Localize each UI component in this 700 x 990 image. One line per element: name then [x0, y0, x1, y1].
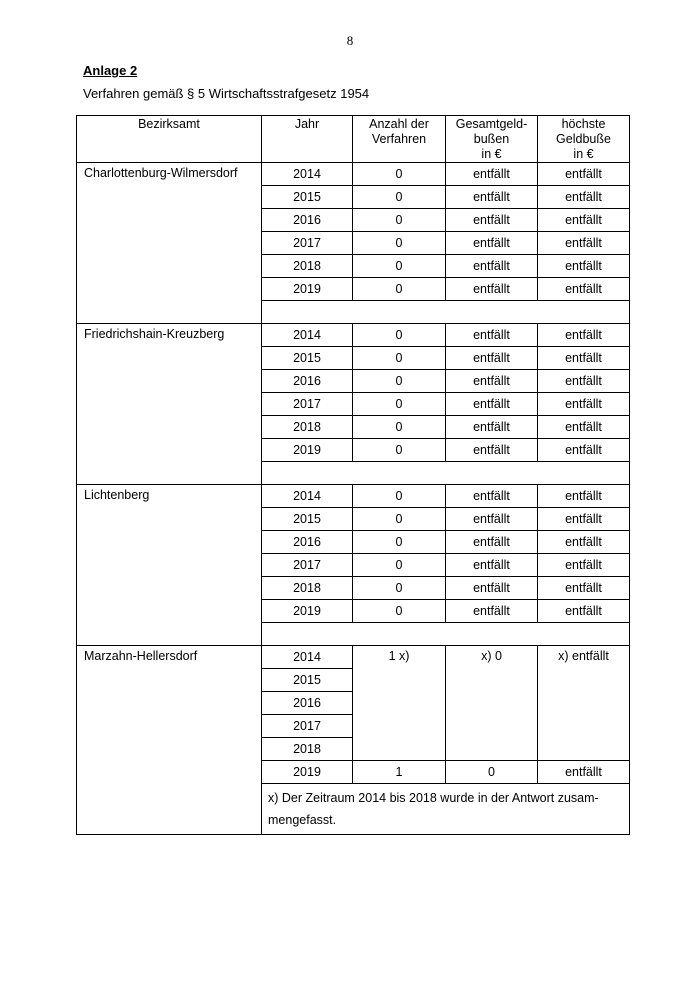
header-district: Bezirksamt [77, 116, 262, 163]
count-cell: 0 [353, 577, 446, 600]
total-fines-cell: entfällt [446, 255, 538, 278]
spacer-cell [262, 462, 630, 485]
header-year: Jahr [262, 116, 353, 163]
merged-total-fines-cell: x) 0 [446, 646, 538, 761]
max-fine-cell: entfällt [538, 347, 630, 370]
count-cell: 0 [353, 232, 446, 255]
count-cell: 0 [353, 163, 446, 186]
district-cell: Marzahn-Hellersdorf [77, 646, 262, 835]
table-row [77, 163, 630, 186]
year-cell: 2018 [262, 738, 353, 761]
count-cell: 0 [353, 508, 446, 531]
year-cell: 2016 [262, 370, 353, 393]
max-fine-cell: entfällt [538, 209, 630, 232]
year-cell: 2017 [262, 554, 353, 577]
max-fine-cell: entfällt [538, 255, 630, 278]
year-cell: 2014 [262, 163, 353, 186]
year-cell: 2014 [262, 646, 353, 669]
total-fines-cell: entfällt [446, 163, 538, 186]
year-cell: 2016 [262, 531, 353, 554]
year-cell: 2019 [262, 600, 353, 623]
count-cell: 0 [353, 439, 446, 462]
year-cell: 2017 [262, 393, 353, 416]
year-cell: 2018 [262, 577, 353, 600]
count-cell: 0 [353, 278, 446, 301]
count-cell: 1 [353, 761, 446, 784]
district-cell: Charlottenburg-Wilmersdorf [77, 163, 262, 324]
total-fines-cell: entfällt [446, 577, 538, 600]
header-total-fines: Gesamtgeld- bußen in € [446, 116, 538, 163]
header-max-fine: höchste Geldbuße in € [538, 116, 630, 163]
total-fines-cell: 0 [446, 761, 538, 784]
total-fines-cell: entfällt [446, 508, 538, 531]
page-number: 8 [346, 33, 354, 48]
year-cell: 2016 [262, 692, 353, 715]
year-cell: 2015 [262, 186, 353, 209]
table-row [77, 485, 630, 508]
total-fines-cell: entfällt [446, 278, 538, 301]
total-fines-cell: entfällt [446, 554, 538, 577]
max-fine-cell: entfällt [538, 163, 630, 186]
total-fines-cell: entfällt [446, 600, 538, 623]
total-fines-cell: entfällt [446, 531, 538, 554]
footnote: x) Der Zeitraum 2014 bis 2018 wurde in der Antwort zusam-mengefasst. [262, 784, 630, 835]
total-fines-cell: entfällt [446, 370, 538, 393]
header-count: Anzahl der Verfahren [353, 116, 446, 163]
count-cell: 0 [353, 209, 446, 232]
table-header-row [77, 116, 630, 163]
max-fine-cell: entfällt [538, 600, 630, 623]
year-cell: 2015 [262, 508, 353, 531]
max-fine-cell: entfällt [538, 577, 630, 600]
count-cell: 0 [353, 600, 446, 623]
total-fines-cell: entfällt [446, 186, 538, 209]
table-row [77, 324, 630, 347]
count-cell: 0 [353, 485, 446, 508]
count-cell: 0 [353, 370, 446, 393]
district-cell: Lichtenberg [77, 485, 262, 646]
annex-heading: Anlage 2 [83, 63, 138, 78]
max-fine-cell: entfällt [538, 439, 630, 462]
total-fines-cell: entfällt [446, 393, 538, 416]
count-cell: 0 [353, 393, 446, 416]
max-fine-cell: entfällt [538, 554, 630, 577]
total-fines-cell: entfällt [446, 347, 538, 370]
max-fine-cell: entfällt [538, 508, 630, 531]
merged-count-cell: 1 x) [353, 646, 446, 761]
year-cell: 2014 [262, 324, 353, 347]
year-cell: 2019 [262, 278, 353, 301]
merged-max-fine-cell: x) entfällt [538, 646, 630, 761]
year-cell: 2017 [262, 232, 353, 255]
year-cell: 2016 [262, 209, 353, 232]
total-fines-cell: entfällt [446, 232, 538, 255]
year-cell: 2014 [262, 485, 353, 508]
max-fine-cell: entfällt [538, 278, 630, 301]
total-fines-cell: entfällt [446, 485, 538, 508]
max-fine-cell: entfällt [538, 324, 630, 347]
spacer-cell [262, 301, 630, 324]
count-cell: 0 [353, 324, 446, 347]
annex-subheading: Verfahren gemäß § 5 Wirtschaftsstrafgesetz 1954 [83, 86, 370, 101]
district-cell: Friedrichshain-Kreuzberg [77, 324, 262, 485]
max-fine-cell: entfällt [538, 186, 630, 209]
year-cell: 2018 [262, 416, 353, 439]
count-cell: 0 [353, 186, 446, 209]
count-cell: 0 [353, 531, 446, 554]
max-fine-cell: entfällt [538, 232, 630, 255]
total-fines-cell: entfällt [446, 209, 538, 232]
count-cell: 0 [353, 416, 446, 439]
table-row [77, 646, 630, 669]
year-cell: 2015 [262, 669, 353, 692]
proceedings-table [76, 115, 630, 835]
year-cell: 2017 [262, 715, 353, 738]
year-cell: 2019 [262, 761, 353, 784]
count-cell: 0 [353, 347, 446, 370]
year-cell: 2018 [262, 255, 353, 278]
max-fine-cell: entfällt [538, 531, 630, 554]
total-fines-cell: entfällt [446, 416, 538, 439]
count-cell: 0 [353, 554, 446, 577]
max-fine-cell: entfällt [538, 393, 630, 416]
total-fines-cell: entfällt [446, 324, 538, 347]
max-fine-cell: entfällt [538, 370, 630, 393]
spacer-cell [262, 623, 630, 646]
max-fine-cell: entfällt [538, 761, 630, 784]
max-fine-cell: entfällt [538, 485, 630, 508]
max-fine-cell: entfällt [538, 416, 630, 439]
total-fines-cell: entfällt [446, 439, 538, 462]
year-cell: 2015 [262, 347, 353, 370]
count-cell: 0 [353, 255, 446, 278]
year-cell: 2019 [262, 439, 353, 462]
